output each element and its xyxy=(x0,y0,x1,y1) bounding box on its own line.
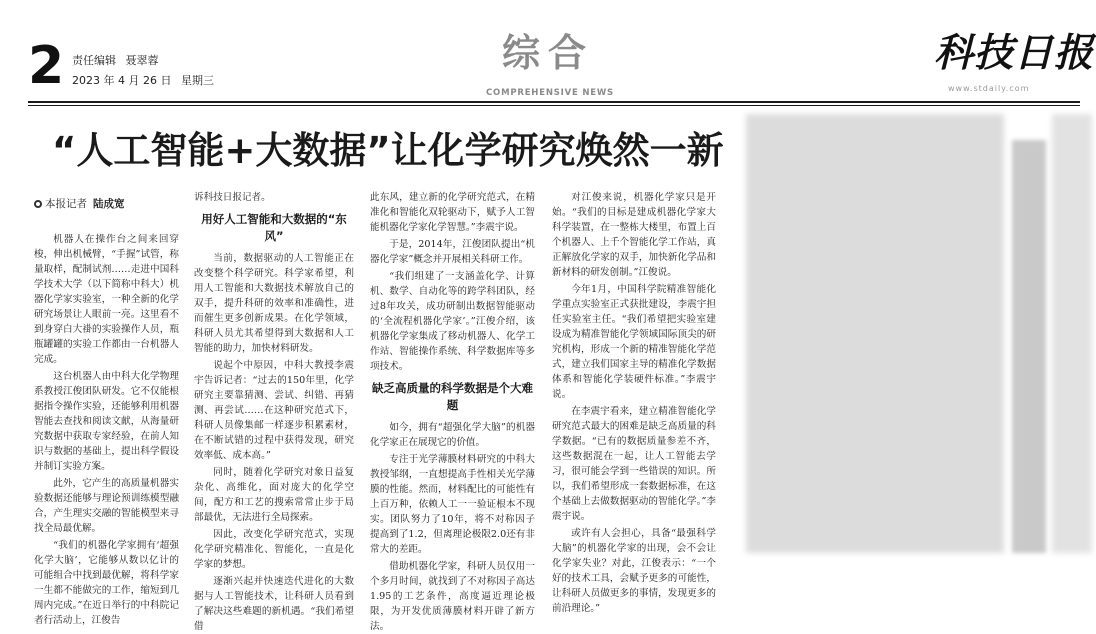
paragraph: 对江俊来说，机器化学家只是开始。“我们的目标是建成机器化学家大科学装置，在一整栋大楼里，布置上百个机器人、上千个智能化学工作站，真正解放化学家的双手，加快新化学品和新材料的研发创制。”江俊说。 xyxy=(552,192,716,278)
paragraph: 于是，2014年，江俊团队提出“机器化学家”概念并开展相关科研工作。 xyxy=(370,239,535,265)
newspaper-logo: 科技日报 xyxy=(934,30,1095,76)
paragraph: 机器人在操作台之间来回穿梭，伸出机械臂，“手握”试管，称量取样，配制试剂……走进中国科学技术大学（以下简称中科大）机器化学家实验室，一种全新的化学研究场景让人眼前一亮。这里看不到身穿白大褂的实验操作人员，瓶瓶罐罐的实验工作都由一台机器人完成。 xyxy=(34,234,179,365)
paragraph: 此外，它产生的高质量机器实验数据还能够与理论预训练模型融合，产生理实交融的智能模型来寻找全局最优解。 xyxy=(34,478,179,534)
paragraph: “我们的机器化学家拥有‘超强化学大脑’，它能够从数以亿计的可能组合中找到最优解，将科学家一生都不能做完的工作，缩短到几周内完成。”在近日举行的中科院记者行活动上，江俊告 xyxy=(34,540,179,626)
paragraph: 因此，改变化学研究范式，实现化学研究精准化、智能化，一直是化学家的梦想。 xyxy=(194,529,354,570)
page-number: 2 xyxy=(28,36,65,96)
paragraph: 此东风，建立新的化学研究范式，在精准化和智能化双轮驱动下，赋予人工智能机器化学家化学智慧。”李震宇说。 xyxy=(370,192,535,233)
paragraph: 在李震宇看来，建立精准智能化学研究范式最大的困难是缺乏高质量的科学数据。“已有的数据质量参差不齐，这些数据混在一起，让人工智能去学习，很可能会学到一些错误的知识。所以，我们希望形成一套数据标准，在这个基础上去做数据驱动的智能化学。”李震宇说。 xyxy=(552,406,716,522)
article-column-2 xyxy=(194,190,354,632)
byline xyxy=(34,196,125,211)
paragraph: “我们组建了一支涵盖化学、计算机、数学、自动化等的跨学科团队，经过8年攻关，成功研制出数据智能驱动的‘全流程机器化学家’。”江俊介绍，该机器化学家集成了移动机器人、化学工作站、智能操作系统、科学数据库等多项技术。 xyxy=(370,271,535,372)
blurred-image-strip xyxy=(1012,140,1046,553)
blurred-article-block xyxy=(746,114,1004,553)
paragraph: 逐渐兴起并快速迭代进化的大数据与人工智能技术，让科研人员看到了解决这些难题的新机遇。“我们希望借 xyxy=(194,576,354,632)
issue-date: 2023 年 4 月 26 日 xyxy=(72,74,172,87)
article-column-3 xyxy=(370,190,535,632)
paragraph: 说起个中原因，中科大教授李震宇告诉记者：“过去的150年里，化学研究主要靠猜测、尝试、纠错、再猜测、再尝试……在这种研究范式下，科研人员像集邮一样逐步积累素材，在不断试错的过程中获得发现，研究效率低、成本高。” xyxy=(194,360,354,461)
header-rule xyxy=(28,101,1080,103)
paragraph: 如今，拥有“超强化学大脑”的机器化学家正在展现它的价值。 xyxy=(370,422,535,448)
article-column-1 xyxy=(34,232,179,626)
article-column-4 xyxy=(552,190,716,614)
paragraph: 同时，随着化学研究对象日益复杂化、高维化，面对庞大的化学空间，配方和工艺的搜索常常止步于局部最优，无法进行全局探索。 xyxy=(194,467,354,523)
editor-name: 聂翠蓉 xyxy=(125,54,159,67)
paragraph: 当前，数据驱动的人工智能正在改变整个科学研究。科学家希望，利用人工智能和大数据技术解放自己的双手，提升科研的效率和准确性，进而催生更多创新成果。在化学领域，科研人员尤其希望得到大数据和人工智能的助力，加快材料研发。 xyxy=(194,253,354,354)
paragraph: 诉科技日报记者。 xyxy=(194,192,271,203)
section-english: COMPREHENSIVE NEWS xyxy=(486,88,614,98)
paragraph: 或许有人会担心，具备“最强科学大脑”的机器化学家的出现，会不会让化学家失业？对此，江俊表示：“一个好的技术工具，会赋予更多的可能性，让科研人员做更多的事情，发现更多的前沿理论。” xyxy=(552,528,716,614)
paragraph: 借助机器化学家，科研人员仅用一个多月时间，就找到了不对称因子高达1.95的工艺条件，高度逼近理论极限，为开发优质薄膜材料开辟了新方法。 xyxy=(370,561,535,632)
subheading: 用好人工智能和大数据的“东风” xyxy=(201,212,347,243)
byline-name: 陆成宽 xyxy=(93,198,125,210)
editor-line xyxy=(72,52,165,68)
byline-label: 本报记者 xyxy=(45,198,87,210)
editor-label: 责任编辑 xyxy=(72,54,116,67)
paragraph: 今年1月，中国科学院精准智能化学重点实验室正式获批建设，李震宇担任实验室主任。“我们希望把实验室建设成为精准智能化学领域国际顶尖的研究机构，形成一个新的精准智能化学范式，建立我们国家主导的精准化学数据体系和智能化学装硬件标准。”李震宇说。 xyxy=(552,284,716,400)
byline-mark-icon xyxy=(34,200,42,208)
paragraph: 专注于光学薄膜材料研究的中科大教授邹纲，一直想提高手性相关光学薄膜的性能。然而，材料配比的可能性有上百万种，依赖人工一一验证根本不现实。团队努力了10年，将不对称因子提高到了1.2，但离理论极限2.0还有非常大的差距。 xyxy=(370,454,535,555)
issue-weekday: 星期三 xyxy=(180,74,214,87)
blurred-margin-block xyxy=(1052,114,1092,553)
paragraph: 这台机器人由中科大化学物理系教授江俊团队研发。它不仅能根据指令操作实验，还能够利用机器智能去查找和阅读文献，从海量研究数据中获取专家经验，在前人知识与数据的基础上，提出科学假设并制订实验方案。 xyxy=(34,371,179,472)
date-line xyxy=(72,72,220,88)
header-rule-thin xyxy=(28,105,1080,106)
website-url[interactable]: www.stdaily.com xyxy=(948,84,1030,93)
subheading: 缺乏高质量的科学数据是个大难题 xyxy=(372,381,533,412)
article-headline: “人工智能+大数据”让化学研究焕然一新 xyxy=(52,129,724,172)
section-title: 综合 xyxy=(501,31,594,75)
